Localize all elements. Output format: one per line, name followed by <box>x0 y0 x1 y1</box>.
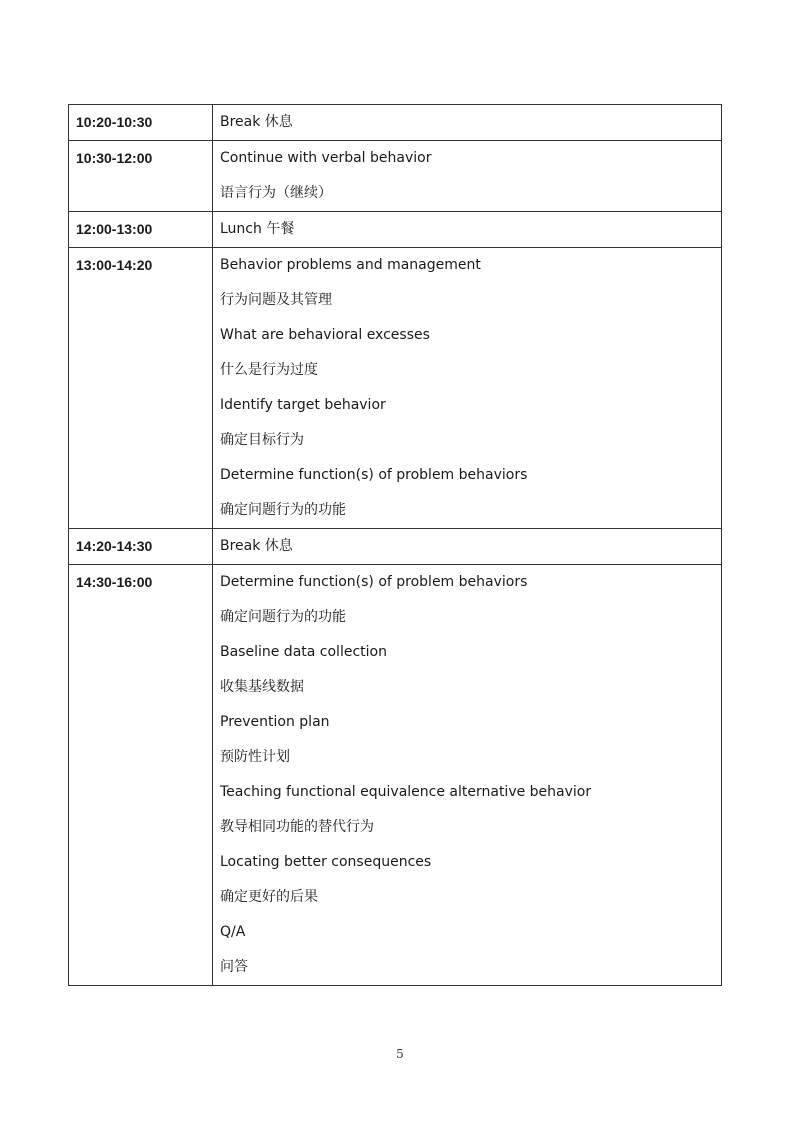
activity-line: Behavior problems and management <box>220 257 481 273</box>
table-row <box>69 141 722 212</box>
activity-line: 收集基线数据 <box>220 679 304 695</box>
time-slot: 14:30-16:00 <box>76 574 153 590</box>
activity-line: 什么是行为过度 <box>220 362 318 378</box>
activity-cell <box>213 141 722 212</box>
activity-line: Prevention plan <box>220 714 330 730</box>
activity-cell <box>213 248 722 529</box>
time-cell <box>69 248 213 529</box>
activity-line: Determine function(s) of problem behaviors <box>220 467 528 483</box>
time-slot: 13:00-14:20 <box>76 257 153 273</box>
activity-line: Lunch 午餐 <box>220 221 295 237</box>
table-row <box>69 212 722 248</box>
activity-line: Baseline data collection <box>220 644 387 660</box>
time-cell <box>69 565 213 986</box>
activity-line: 预防性计划 <box>220 749 290 765</box>
time-cell <box>69 105 213 141</box>
activity-line: 确定问题行为的功能 <box>220 502 346 518</box>
activity-line: Determine function(s) of problem behaviors <box>220 574 528 590</box>
time-slot: 10:30-12:00 <box>76 150 153 166</box>
activity-line: Break 休息 <box>220 114 293 130</box>
activity-line: Continue with verbal behavior <box>220 150 432 166</box>
activity-line: Identify target behavior <box>220 397 386 413</box>
table-row <box>69 248 722 529</box>
activity-line: Break 休息 <box>220 538 293 554</box>
activity-line: 确定更好的后果 <box>220 889 318 905</box>
table-row <box>69 529 722 565</box>
activity-line: 确定目标行为 <box>220 432 304 448</box>
time-cell <box>69 212 213 248</box>
activity-line: 教导相同功能的替代行为 <box>220 819 374 835</box>
activity-line: 语言行为（继续） <box>220 185 332 201</box>
page-number: 5 <box>396 1047 404 1061</box>
time-slot: 12:00-13:00 <box>76 221 153 237</box>
activity-line: What are behavioral excesses <box>220 327 430 343</box>
activity-line: Teaching functional equivalence alternative behavior <box>220 784 592 800</box>
activity-cell <box>213 105 722 141</box>
activity-line: 确定问题行为的功能 <box>220 609 346 625</box>
schedule-table <box>68 104 722 986</box>
table-row <box>69 105 722 141</box>
activity-line: 行为问题及其管理 <box>220 292 332 308</box>
activity-line: Q/A <box>220 924 246 940</box>
time-cell <box>69 529 213 565</box>
time-slot: 10:20-10:30 <box>76 114 153 130</box>
time-slot: 14:20-14:30 <box>76 538 153 554</box>
time-cell <box>69 141 213 212</box>
table-row <box>69 565 722 986</box>
activity-line: Locating better consequences <box>220 854 432 870</box>
activity-cell <box>213 565 722 986</box>
activity-cell <box>213 529 722 565</box>
activity-cell <box>213 212 722 248</box>
activity-line: 问答 <box>220 959 248 975</box>
